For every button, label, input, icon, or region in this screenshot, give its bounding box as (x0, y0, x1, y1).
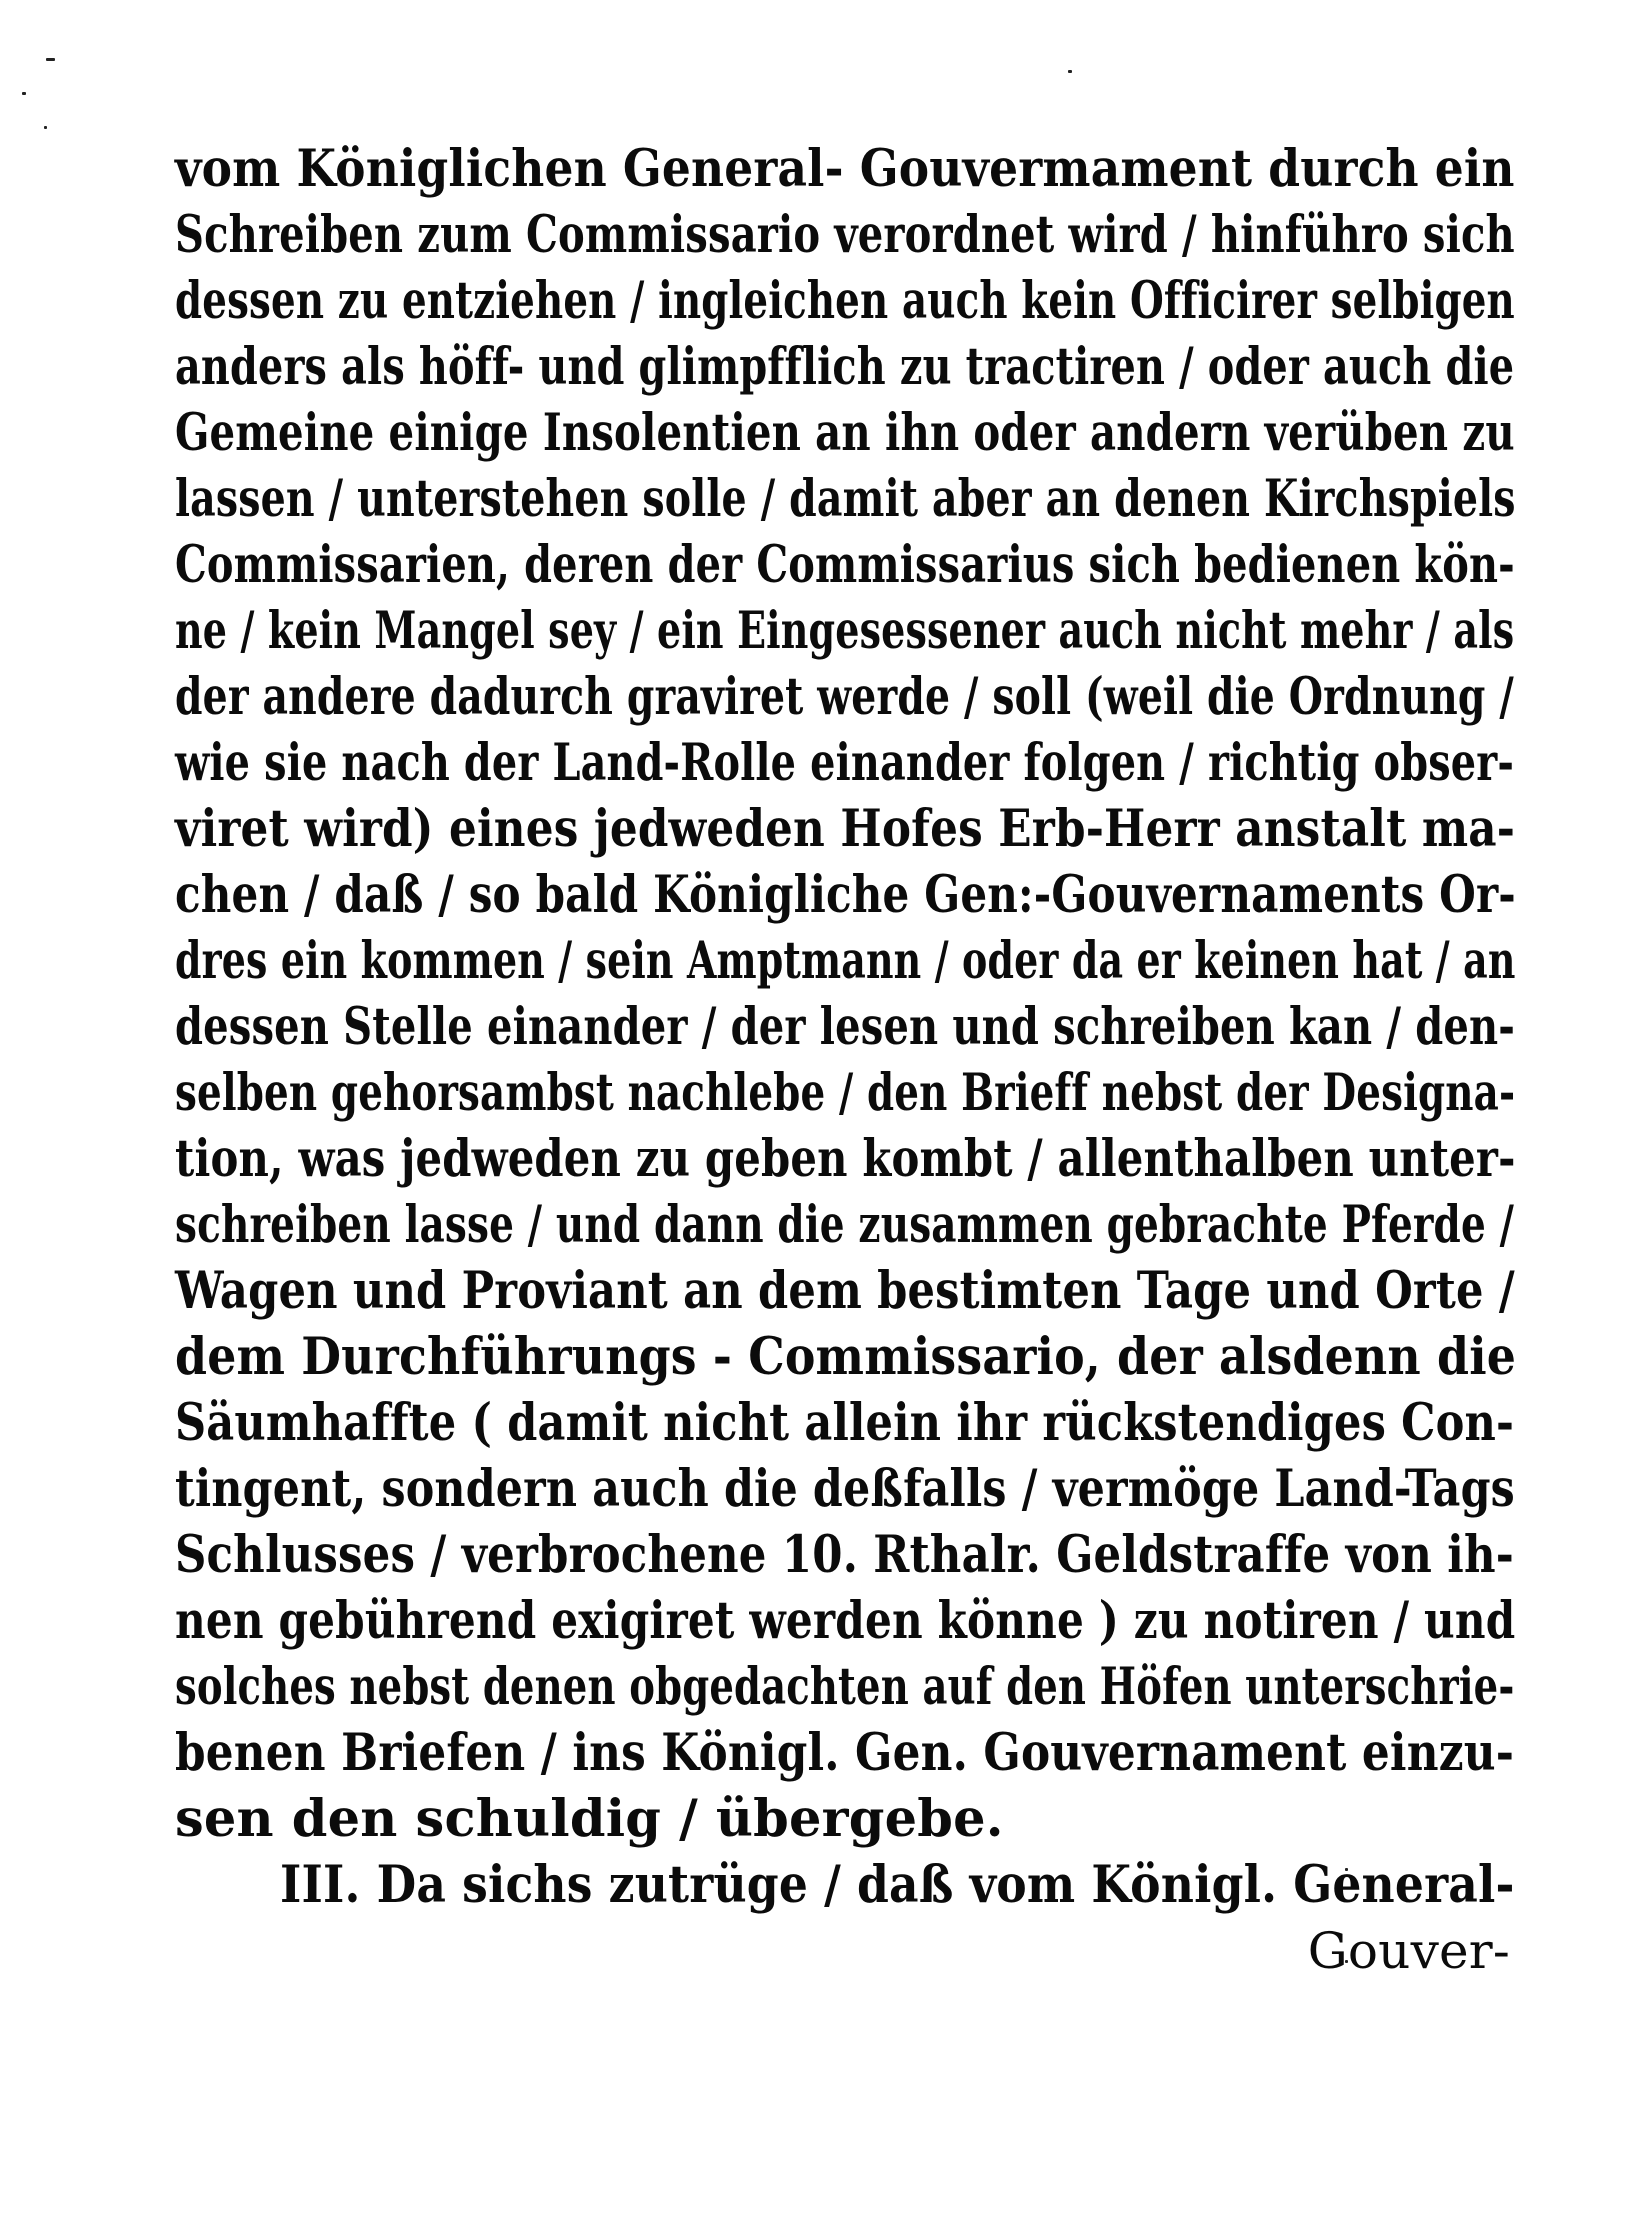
text-line-9: der andere dadurch graviret werde / soll (weil die Ordnung / (175, 667, 1514, 727)
text-line-2: Schreiben zum Commissario verordnet wird / hinführo sich (175, 205, 1515, 265)
paragraph-heading-iii: III. Da sichs zutrüge / daß vom Königl. General- (280, 1855, 1515, 1915)
text-line-25: benen Briefen / ins Königl. Gen. Gouvernament einzu- (175, 1723, 1515, 1783)
text-line-5: Gemeine einige Insolentien an ihn oder andern verüben zu (175, 403, 1515, 463)
text-line-7: Commissarien, deren der Commissarius sich bedienen kön- (175, 535, 1515, 595)
text-line-13: dres ein kommen / sein Amptmann / oder da er keinen hat / an (175, 931, 1516, 991)
catchword: Gouver- (1307, 1922, 1510, 1980)
text-line-6: lassen / unterstehen solle / damit aber an denen Kirchspiels (175, 469, 1516, 529)
text-line-15: selben gehorsambst nachlebe / den Brieff nebst der Designa- (175, 1063, 1516, 1123)
text-line-23: nen gebührend exigiret werden könne ) zu notiren / und (175, 1591, 1516, 1651)
text-line-16: tion, was jedweden zu geben kombt / allenthalben unter- (175, 1129, 1516, 1189)
text-line-3: dessen zu entziehen / ingleichen auch kein Officirer selbigen (175, 271, 1515, 331)
text-line-12: chen / daß / so bald Königliche Gen:-Gouvernaments Or- (175, 865, 1516, 925)
text-line-8: ne / kein Mangel sey / ein Eingesessener auch nicht mehr / als (175, 601, 1515, 661)
text-line-14: dessen Stelle einander / der lesen und schreiben kan / den- (175, 997, 1516, 1057)
text-line-10: wie sie nach der Land-Rolle einander folgen / richtig obser- (175, 733, 1515, 793)
text-line-26: sen den schuldig / übergebe. (175, 1789, 1004, 1849)
text-line-1: vom Königlichen General- Gouvermament durch ein (175, 139, 1515, 199)
text-line-20: Säumhaffte ( damit nicht allein ihr rückstendiges Con- (175, 1393, 1515, 1453)
text-line-4: anders als höff- und glimpfflich zu tractiren / oder auch die (175, 337, 1515, 397)
text-line-18: Wagen und Proviant an dem bestimten Tage und Orte / (175, 1261, 1515, 1321)
text-line-22: Schlusses / verbrochene 10. Rthalr. Geldstraffe von ih- (175, 1525, 1514, 1585)
text-line-17: schreiben lasse / und dann die zusammen gebrachte Pferde / (175, 1195, 1515, 1255)
text-line-19: dem Durchführungs - Commissario, der alsdenn die (175, 1327, 1517, 1387)
text-line-24: solches nebst denen obgedachten auf den Höfen unterschrie- (175, 1657, 1515, 1717)
text-line-21: tingent, sondern auch die deßfalls / vermöge Land-Tags (175, 1459, 1515, 1519)
text-line-11: viret wird) eines jedweden Hofes Erb-Herr anstalt ma- (175, 799, 1516, 859)
